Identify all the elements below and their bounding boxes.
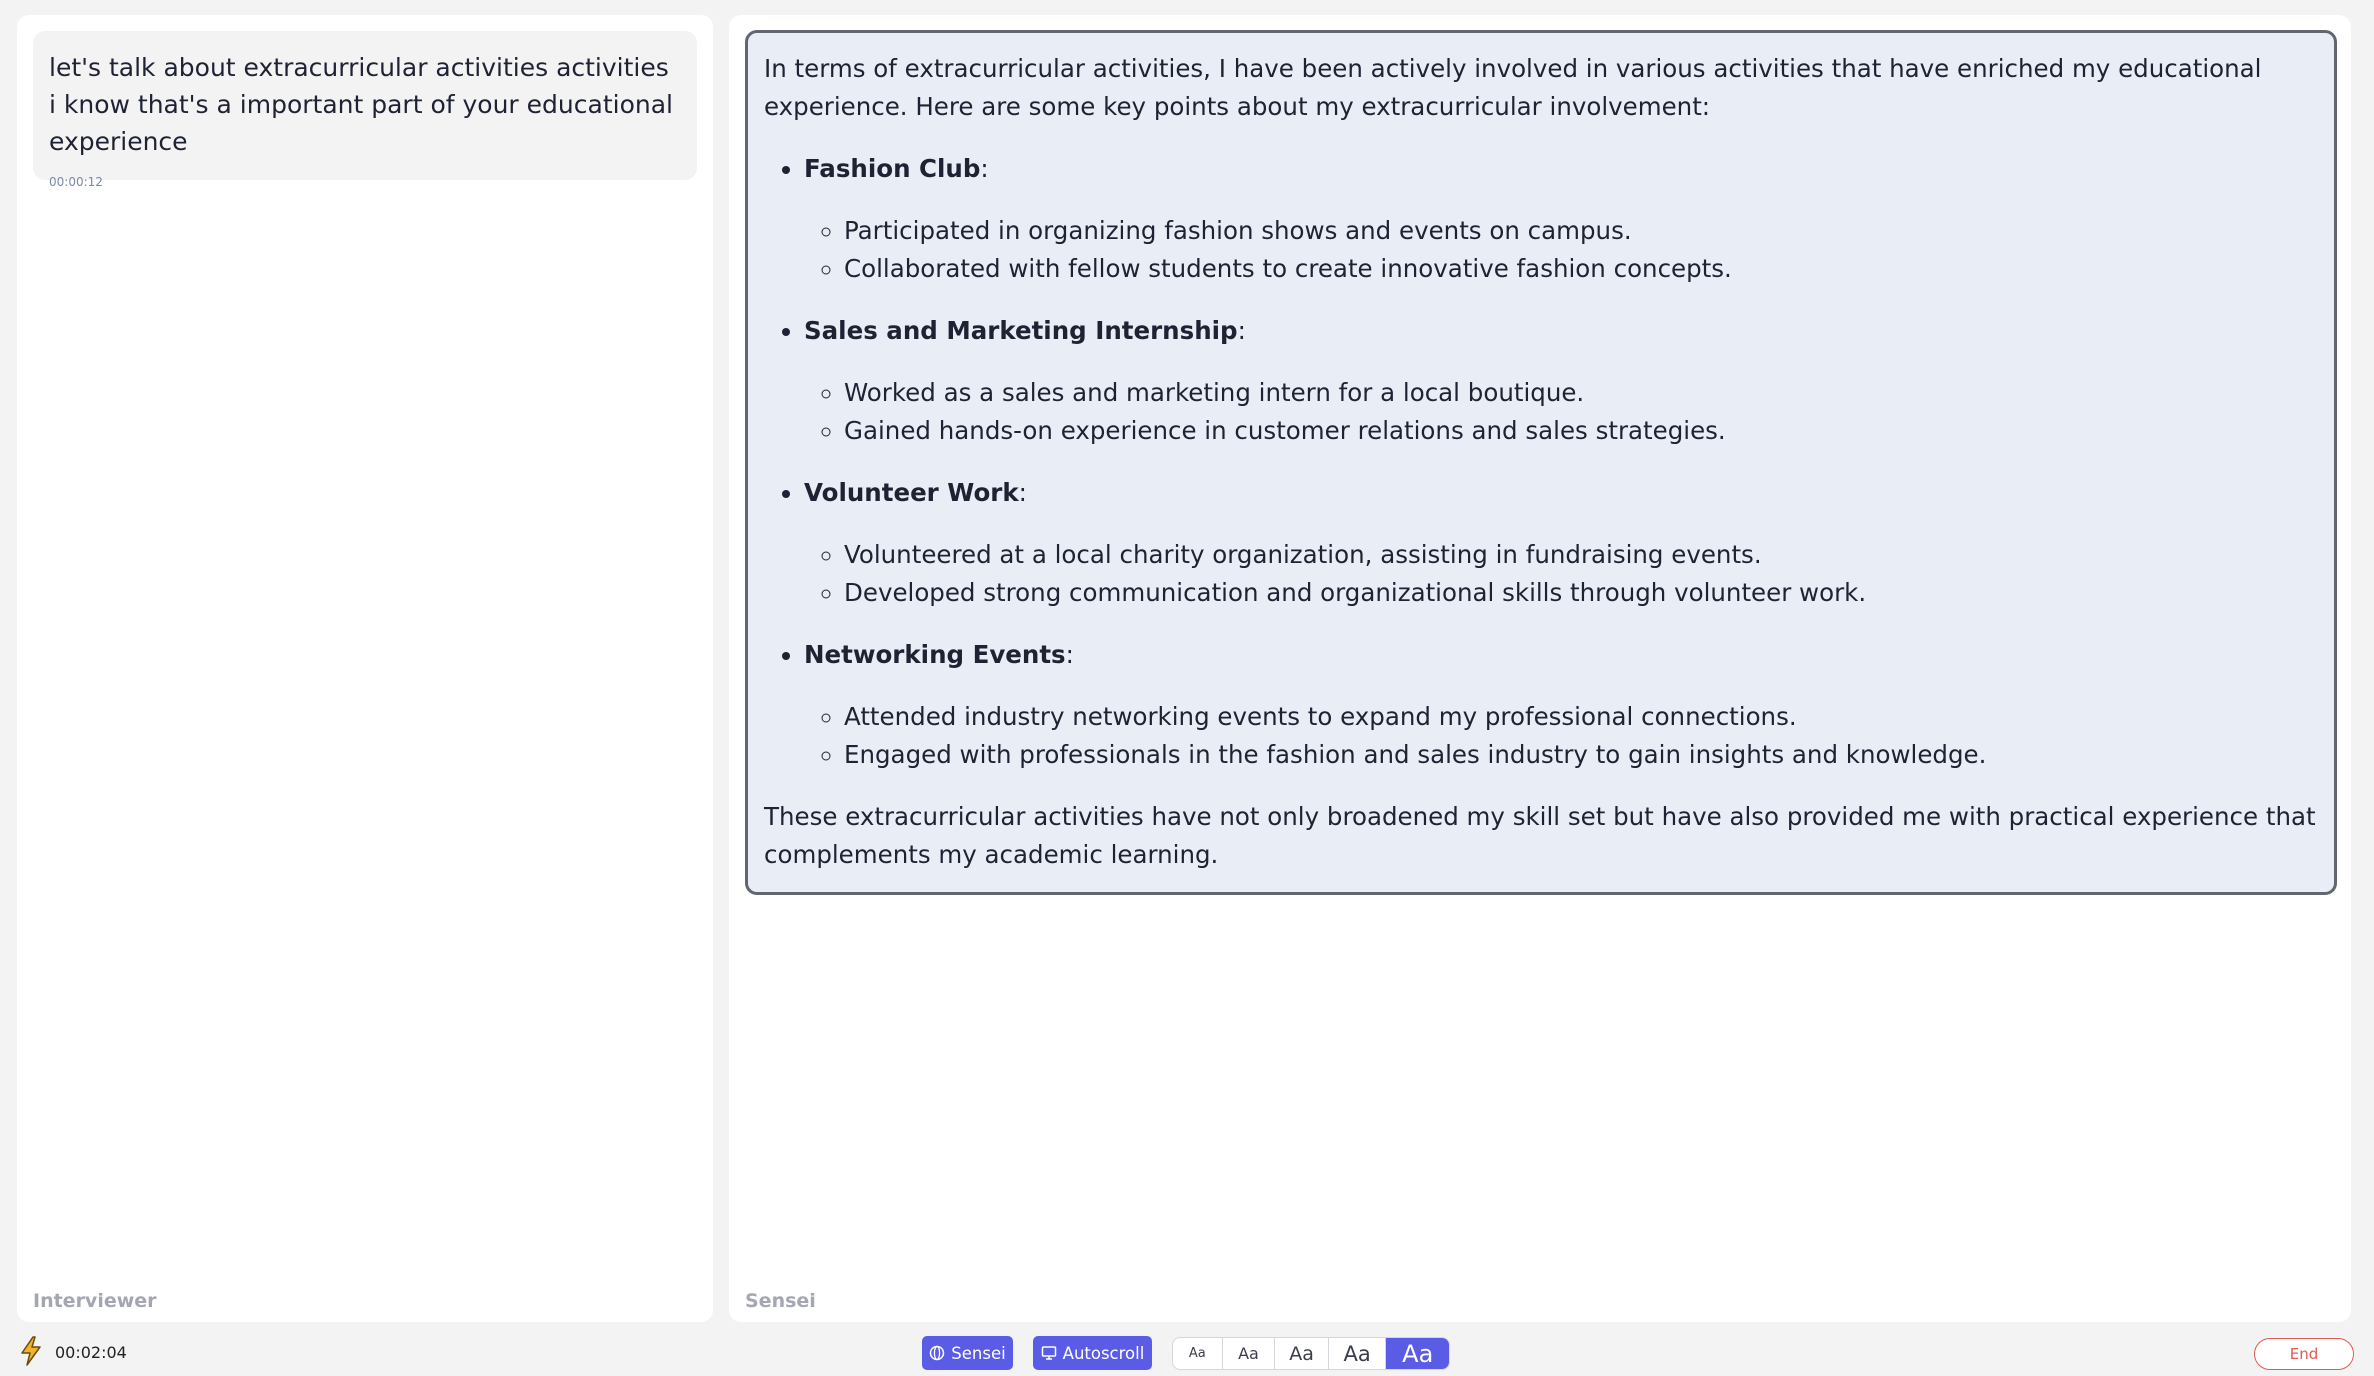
answer-subpoint: ◦ Developed strong communication and organizational skills through volunteer work. <box>844 574 2317 612</box>
answer-intro: In terms of extracurricular activities, I have been actively involved in various activities that have enriched my educational experience. Here are some key points about my extracurricular involvement: <box>764 54 2262 121</box>
sensei-button-label: Sensei <box>951 1343 1006 1363</box>
answer-points-list <box>804 150 2317 774</box>
sensei-label: Sensei <box>745 1290 816 1312</box>
lightning-icon <box>19 1336 43 1366</box>
answer-point: • Sales and Marketing Internship: ◦ Worked as a sales and marketing intern for a local boutique. ◦ Gained hands-on experience in customer relations and sales strategies. <box>804 312 2317 450</box>
answer-subpoint: ◦ Participated in organizing fashion shows and events on campus. <box>844 212 2317 250</box>
font-size-sm-button[interactable]: Aa <box>1223 1338 1276 1369</box>
interviewer-timestamp: 00:00:12 <box>49 175 103 189</box>
sensei-button[interactable] <box>922 1336 1013 1370</box>
answer-subpoint: ◦ Attended industry networking events to expand my professional connections. <box>844 698 2317 736</box>
answer-point-title: Fashion Club <box>804 154 981 183</box>
monitor-icon <box>1041 1345 1057 1361</box>
autoscroll-button[interactable] <box>1033 1336 1152 1370</box>
sensei-panel <box>729 15 2351 1322</box>
answer-point: • Networking Events: ◦ Attended industry networking events to expand my professional connections. ◦ Engaged with professionals in the fashion and sales industry to gain insights and knowledge. <box>804 636 2317 774</box>
font-size-md-button[interactable]: Aa <box>1275 1338 1329 1369</box>
font-size-lg-button[interactable]: Aa <box>1329 1338 1387 1369</box>
answer-subpoints <box>844 536 2317 612</box>
answer-subpoints <box>844 374 2317 450</box>
interviewer-panel <box>17 15 713 1322</box>
answer-point: • Volunteer Work: ◦ Volunteered at a local charity organization, assisting in fundraising events. ◦ Developed strong communication and organizational skills through volunteer work. <box>804 474 2317 612</box>
interviewer-label: Interviewer <box>33 1290 157 1312</box>
answer-point: • Fashion Club: ◦ Participated in organizing fashion shows and events on campus. ◦ Collaborated with fellow students to create innovative fashion concepts. <box>804 150 2317 288</box>
end-button[interactable]: End <box>2254 1338 2354 1370</box>
font-size-xl-button[interactable]: Aa <box>1386 1338 1449 1369</box>
globe-icon <box>929 1345 945 1361</box>
font-size-selector <box>1172 1337 1450 1370</box>
answer-point-title: Networking Events <box>804 640 1066 669</box>
answer-subpoint: ◦ Volunteered at a local charity organization, assisting in fundraising events. <box>844 536 2317 574</box>
answer-point-title: Volunteer Work <box>804 478 1019 507</box>
autoscroll-button-label: Autoscroll <box>1062 1343 1145 1363</box>
answer-subpoint: ◦ Gained hands-on experience in customer relations and sales strategies. <box>844 412 2317 450</box>
font-size-xs-button[interactable]: Aa <box>1173 1338 1223 1369</box>
answer-subpoint: ◦ Engaged with professionals in the fashion and sales industry to gain insights and knowledge. <box>844 736 2317 774</box>
answer-subpoint: ◦ Collaborated with fellow students to create innovative fashion concepts. <box>844 250 2317 288</box>
answer-subpoints <box>844 698 2317 774</box>
interviewer-message: let's talk about extracurricular activities activities i know that's a important part of your educational experience <box>33 31 697 180</box>
elapsed-timer: 00:02:04 <box>55 1343 127 1362</box>
answer-conclusion: These extracurricular activities have not only broadened my skill set but have also provided me with practical experience that complements my academic learning. <box>764 802 2316 869</box>
answer-subpoints <box>844 212 2317 288</box>
sensei-answer <box>745 30 2337 895</box>
answer-subpoint: ◦ Worked as a sales and marketing intern for a local boutique. <box>844 374 2317 412</box>
answer-point-title: Sales and Marketing Internship <box>804 316 1238 345</box>
